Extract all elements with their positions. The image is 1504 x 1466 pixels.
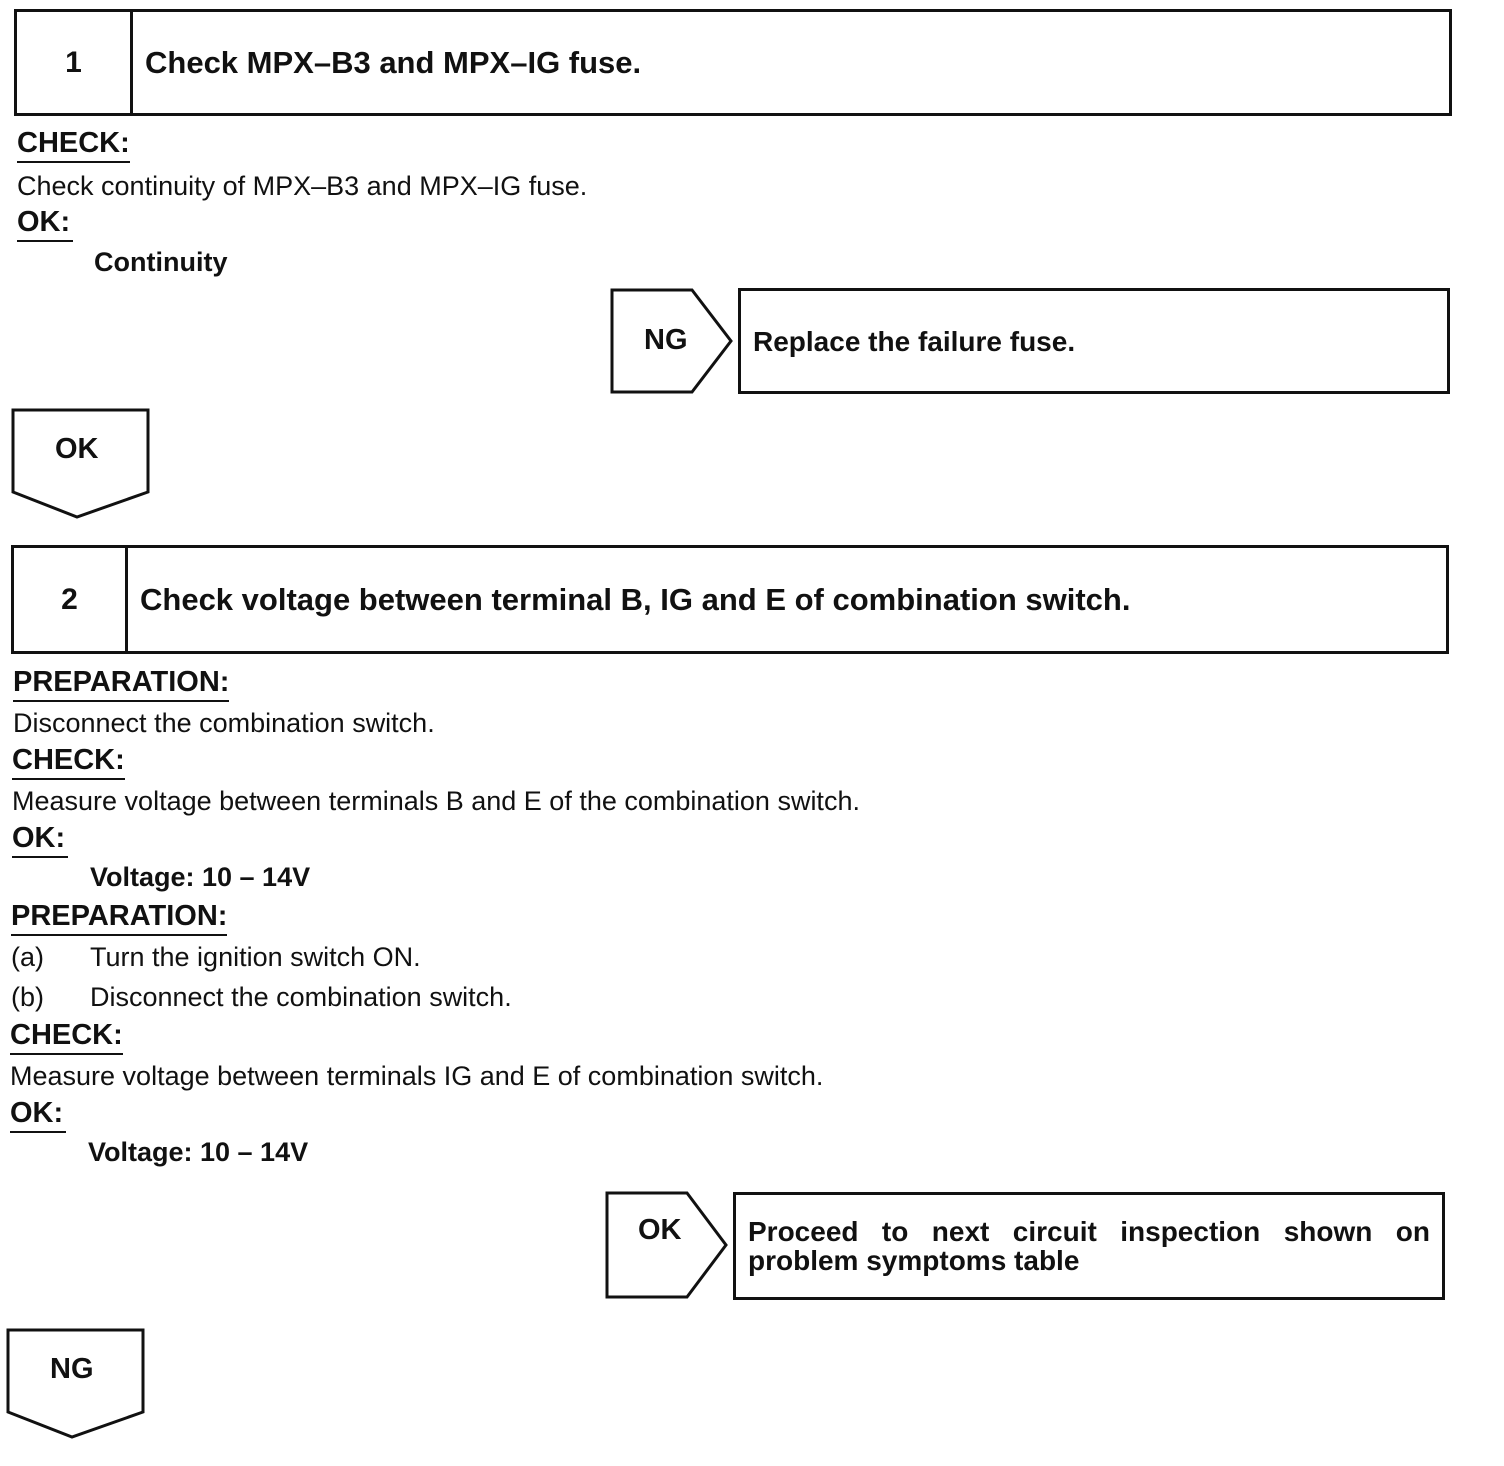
check-text: Measure voltage between terminals B and E of the combination switch. [12,786,860,816]
list-item-text: Turn the ignition switch ON. [90,942,421,972]
list-item-marker: (b) [11,982,44,1012]
ok-value: Voltage: 10 – 14V [88,1137,309,1167]
ng-label: NG [644,324,688,356]
ng-result-box [738,288,1450,394]
step-number: 2 [14,548,128,651]
step-1-header [14,9,1452,116]
step-title: Check MPX–B3 and MPX–IG fuse. [145,44,642,80]
ok-label: OK [638,1214,682,1246]
step-2-header [11,545,1449,654]
ok-value: Voltage: 10 – 14V [90,862,311,892]
preparation-heading: PREPARATION: [11,899,227,936]
list-item-marker: (a) [11,942,44,972]
check-text: Check continuity of MPX–B3 and MPX–IG fuse. [17,171,588,201]
step-title: Check voltage between terminal B, IG and E of combination switch. [140,581,1131,617]
ok-value: Continuity [94,247,228,277]
ng-label: NG [50,1353,94,1385]
ok-heading: OK: [17,205,73,242]
ng-result-text: Replace the failure fuse. [753,325,1076,357]
check-heading: CHECK: [12,743,125,780]
ok-heading: OK: [10,1096,66,1133]
step-number: 1 [17,12,133,113]
check-text: Measure voltage between terminals IG and E of combination switch. [10,1061,824,1091]
preparation-text: Disconnect the combination switch. [13,708,435,738]
check-heading: CHECK: [10,1018,123,1055]
preparation-heading: PREPARATION: [13,665,229,702]
ok-heading: OK: [12,821,68,858]
ok-result-box [733,1192,1445,1300]
list-item-text: Disconnect the combination switch. [90,982,512,1012]
ok-result-text: Proceed to next circuit inspection shown on problem symptoms table [748,1216,1430,1276]
check-heading: CHECK: [17,126,130,163]
ok-label: OK [55,433,99,465]
